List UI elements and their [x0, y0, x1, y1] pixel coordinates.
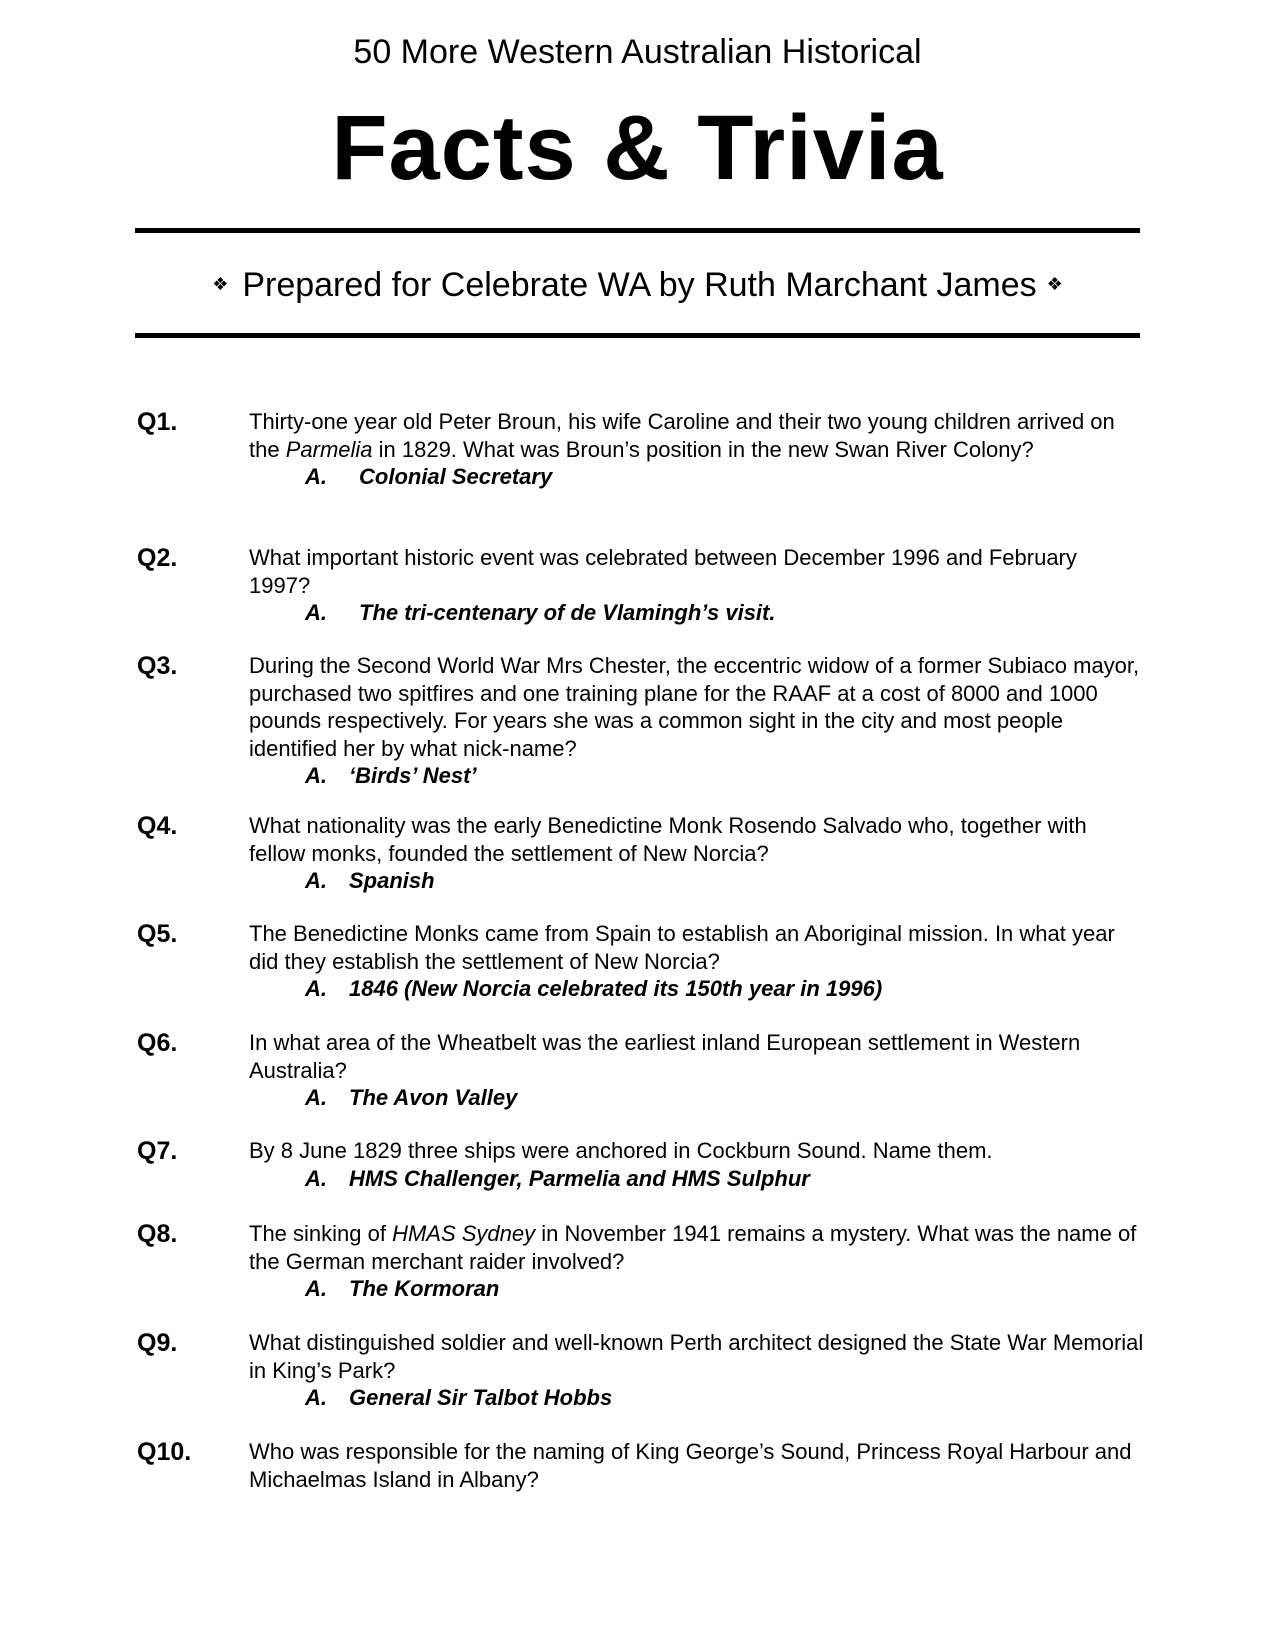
answer-line — [249, 599, 1144, 627]
answer-line — [249, 867, 1144, 895]
answer-text: The Kormoran — [349, 1276, 500, 1301]
answer-text: Spanish — [349, 868, 435, 893]
question-number: Q2. — [137, 544, 178, 572]
answer-line — [249, 1384, 1144, 1412]
question-text: By 8 June 1829 three ships were anchored in Cockburn Sound. Name them. A. HMS Challenger, Parmelia and HMS Sulphur — [249, 1137, 1144, 1192]
diamond-bullet-icon: ❖ — [1046, 274, 1063, 295]
prepared-by-text: Prepared for Celebrate WA by Ruth Marchant James — [242, 266, 1037, 304]
answer-text: The Avon Valley — [349, 1085, 518, 1110]
answer-prefix: A. — [305, 1276, 327, 1301]
answer-text: Colonial Secretary — [359, 464, 553, 489]
question-number: Q4. — [137, 812, 178, 840]
document-subtitle: 50 More Western Australian Historical — [353, 33, 922, 71]
question-text: In what area of the Wheatbelt was the earliest inland European settlement in Western Australia? A. The Avon Valley — [249, 1029, 1144, 1112]
answer-prefix: A. — [305, 868, 327, 893]
ship-name: Parmelia — [285, 436, 373, 462]
answer-text: General Sir Talbot Hobbs — [349, 1385, 613, 1410]
answer-text: ‘Birds’ Nest’ — [349, 763, 477, 788]
question-text: Thirty-one year old Peter Broun, his wife Caroline and their two young children arrived on the Parmelia in 1829. What was Broun’s position in the new Swan River Colony? A. Colonial Secretary — [249, 408, 1144, 491]
question-text: What important historic event was celebrated between December 1996 and February 1997? A. The tri-centenary of de Vlamingh’s visit. — [249, 544, 1144, 627]
question-number: Q8. — [137, 1220, 178, 1248]
question-text: What distinguished soldier and well-known Perth architect designed the State War Memorial in King’s Park? A. General Sir Talbot Hobbs — [249, 1330, 1144, 1410]
answer-line — [249, 762, 1144, 790]
question-text: During the Second World War Mrs Chester, the eccentric widow of a former Subiaco mayor, purchased two spitfires and one training plane for the RAAF at a cost of 8000 and 1000 pounds respectively. For years she was a common sight in the city and most people identified her by what nick-name? A. ‘Birds’ Nest’ — [249, 652, 1144, 790]
answer-line — [249, 1275, 1144, 1303]
question-text: Who was responsible for the naming of King George’s Sound, Princess Royal Harbour and Michaelmas Island in Albany? — [249, 1439, 1132, 1492]
diamond-bullet-icon: ❖ — [212, 274, 229, 295]
ship-name: HMAS Sydney — [392, 1221, 536, 1246]
question-number: Q1. — [137, 408, 178, 436]
prepared-by-line — [0, 263, 1275, 309]
answer-prefix: A. — [305, 1165, 327, 1191]
question-number: Q10. — [137, 1438, 192, 1466]
answer-line — [249, 1084, 1144, 1112]
question-text: The sinking of HMAS Sydney in November 1941 remains a mystery. What was the name of the German merchant raider involved? A. The Kormoran — [249, 1220, 1144, 1303]
answer-text: 1846 (New Norcia celebrated its 150th year in 1996) — [349, 976, 883, 1001]
question-number: Q7. — [137, 1137, 178, 1165]
top-divider — [135, 228, 1140, 233]
answer-line — [249, 463, 1144, 491]
question-number: Q5. — [137, 920, 178, 948]
bottom-divider — [135, 333, 1140, 338]
question-text: The Benedictine Monks came from Spain to establish an Aboriginal mission. In what year did they establish the settlement of New Norcia? A. 1846 (New Norcia celebrated its 150th year in 1996) — [249, 920, 1144, 1003]
answer-prefix: A. — [305, 600, 327, 625]
answer-text: HMS Challenger, Parmelia and HMS Sulphur — [349, 1165, 810, 1191]
answer-line — [249, 975, 1144, 1003]
answer-text: The tri-centenary of de Vlamingh’s visit. — [359, 600, 776, 625]
question-number: Q3. — [137, 652, 178, 680]
answer-prefix: A. — [305, 1385, 327, 1410]
document-title: Facts & Trivia — [331, 97, 944, 199]
answer-prefix: A. — [305, 976, 327, 1001]
question-number: Q9. — [137, 1329, 178, 1357]
answer-prefix: A. — [305, 1085, 327, 1110]
answer-prefix: A. — [305, 464, 327, 489]
question-text: What nationality was the early Benedictine Monk Rosendo Salvado who, together with fellow monks, founded the settlement of New Norcia? A. Spanish — [249, 812, 1144, 895]
answer-line — [249, 1165, 1144, 1193]
answer-prefix: A. — [305, 763, 327, 788]
question-number: Q6. — [137, 1029, 178, 1057]
